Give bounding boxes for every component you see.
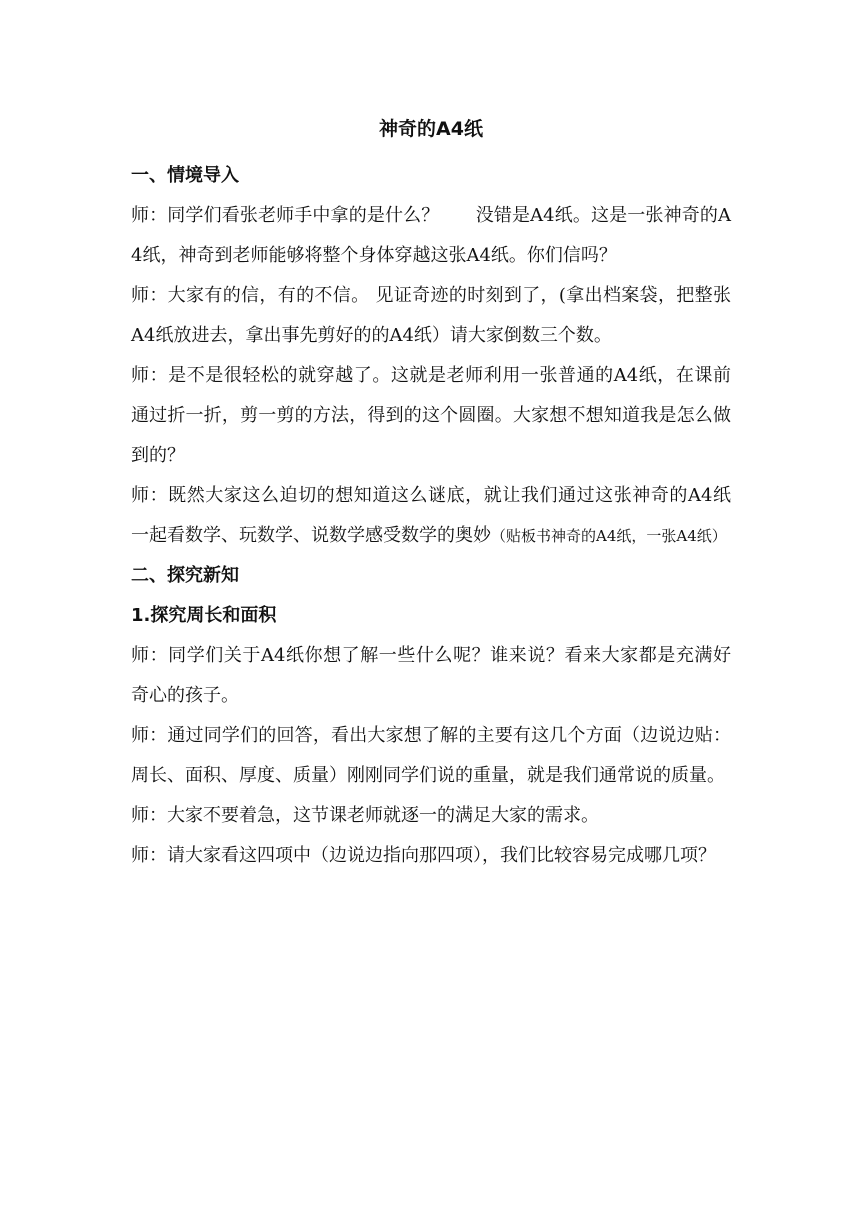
paragraph-7: 师：大家不要着急，这节课老师就逐一的满足大家的需求。 (131, 805, 599, 826)
paragraph-4 (131, 476, 731, 556)
subsection-heading-perimeter-area: 1.探究周长和面积 (131, 605, 277, 626)
paragraph-3: 师：是不是很轻松的就穿越了。这就是老师利用一张普通的A4纸，在课前通过折一折，剪一剪的方法，得到的这个圆圈。大家想不想知道我是怎么做到的？ (131, 365, 731, 466)
paragraph-1: 师：同学们看张老师手中拿的是什么？ 没错是A4纸。这是一张神奇的A4纸，神奇到老师能够将整个身体穿越这张A4纸。你们信吗？ (131, 205, 731, 266)
paragraph-5: 师：同学们关于A4纸你想了解一些什么呢？谁来说？看来大家都是充满好奇心的孩子。 (131, 645, 731, 706)
section-heading-intro: 一、情境导入 (131, 165, 239, 186)
paragraph-4-note: （贴板书神奇的A4纸，一张A4纸） (491, 527, 727, 545)
paragraph-4-main: 师：既然大家这么迫切的想知道这么谜底，就让我们通过这张神奇的A4纸一起看数学、玩数学、说数学感受数学的奥妙 (131, 485, 731, 546)
document-page (131, 114, 731, 876)
paragraph-6: 师：通过同学们的回答，看出大家想了解的主要有这几个方面（边说边贴：周长、面积、厚度、质量）刚刚同学们说的重量，就是我们通常说的质量。 (131, 725, 731, 786)
section-heading-explore: 二、探究新知 (131, 565, 239, 586)
document-title: 神奇的A4纸 (379, 118, 483, 140)
paragraph-2: 师：大家有的信，有的不信。 见证奇迹的时刻到了，(拿出档案袋，把整张A4纸放进去，拿出事先剪好的的A4纸）请大家倒数三个数。 (131, 285, 731, 346)
paragraph-8: 师：请大家看这四项中（边说边指向那四项），我们比较容易完成哪几项？ (131, 845, 716, 866)
